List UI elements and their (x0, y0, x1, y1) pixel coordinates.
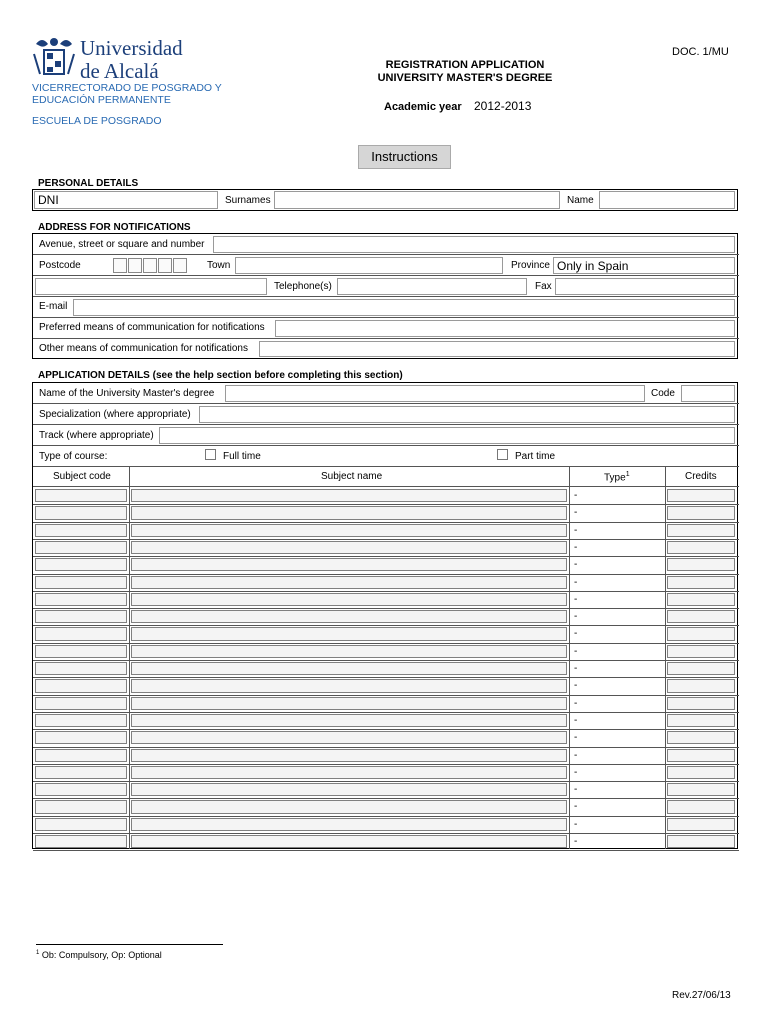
type-dash[interactable]: - (574, 524, 578, 536)
credits-cell[interactable] (667, 558, 735, 571)
doc-number: DOC. 1/MU (672, 46, 729, 58)
credits-cell[interactable] (667, 766, 735, 779)
type-of-course-label: Type of course: (39, 451, 108, 462)
row-divider (33, 539, 739, 540)
row-divider (33, 798, 739, 799)
type-dash[interactable]: - (574, 628, 578, 640)
other-communication-field[interactable] (259, 341, 735, 357)
academic-year-value[interactable]: 2012-2013 (474, 99, 532, 113)
row-divider (33, 522, 739, 523)
type-dash[interactable]: - (574, 714, 578, 726)
footnote: $^1$ Ob: Compulsory, Op: Optional (36, 950, 162, 960)
type-dash[interactable]: - (574, 749, 578, 761)
subject-name-cell[interactable] (131, 749, 567, 762)
type-dash[interactable]: - (574, 766, 578, 778)
province-field[interactable]: Only in Spain (553, 257, 735, 274)
subject-name-cell[interactable] (131, 541, 567, 554)
subject-code-cell[interactable] (35, 576, 127, 589)
credits-cell[interactable] (667, 524, 735, 537)
subject-name-cell[interactable] (131, 818, 567, 831)
credits-cell[interactable] (667, 749, 735, 762)
subject-name-cell[interactable] (131, 835, 567, 848)
subject-name-cell[interactable] (131, 766, 567, 779)
subject-code-cell[interactable] (35, 610, 127, 623)
type-dash[interactable]: - (574, 697, 578, 709)
subject-code-cell[interactable] (35, 558, 127, 571)
row-divider (33, 574, 739, 575)
credits-cell[interactable] (667, 714, 735, 727)
country-field[interactable] (35, 278, 267, 295)
credits-cell[interactable] (667, 610, 735, 623)
type-dash[interactable]: - (574, 645, 578, 657)
type-dash[interactable]: - (574, 663, 578, 674)
subject-code-cell[interactable] (35, 541, 127, 554)
postcode-label: Postcode (39, 260, 81, 271)
subject-name-cell[interactable] (131, 524, 567, 537)
subject-name-cell[interactable] (131, 558, 567, 571)
specialization-label: Specialization (where appropriate) (39, 409, 191, 420)
subject-name-cell[interactable] (131, 576, 567, 589)
address-box (32, 233, 738, 359)
track-field[interactable] (159, 427, 735, 444)
subject-name-cell[interactable] (131, 697, 567, 710)
subject-name-header: Subject name (321, 471, 383, 482)
subject-code-cell[interactable] (35, 731, 127, 744)
telephone-field[interactable] (337, 278, 527, 295)
degree-field[interactable] (225, 385, 645, 402)
degree-label: Name of the University Master's degree (39, 388, 215, 399)
type-dash[interactable]: - (574, 541, 578, 553)
town-label: Town (207, 260, 231, 271)
academic-year-label: Academic year (384, 101, 462, 113)
row-divider (33, 816, 739, 817)
province-label: Province (511, 260, 550, 271)
preferred-communication-field[interactable] (275, 320, 735, 337)
type-dash[interactable]: - (574, 836, 578, 847)
credits-cell[interactable] (667, 679, 735, 692)
crest-icon (30, 34, 78, 82)
credits-header: Credits (685, 471, 717, 482)
part-time-label: Part time (515, 451, 556, 462)
type-dash[interactable]: - (574, 576, 578, 588)
credits-cell[interactable] (667, 541, 735, 554)
row-divider (33, 833, 739, 834)
code-field[interactable] (681, 385, 735, 402)
street-label: Avenue, street or square and number (39, 239, 205, 250)
subject-name-cell[interactable] (131, 662, 567, 675)
other-communication-label: Other means of communication for notifications (39, 343, 248, 354)
subject-name-cell[interactable] (131, 610, 567, 623)
dni-field[interactable]: DNI (34, 191, 218, 209)
application-heading: APPLICATION DETAILS (see the help section before completing this section) (38, 370, 403, 381)
email-label: E-mail (39, 301, 68, 312)
row-divider (33, 608, 739, 609)
subject-name-cell[interactable] (131, 627, 567, 640)
type-header: Type$^1$ (604, 471, 630, 484)
type-dash[interactable]: - (574, 818, 578, 830)
subject-name-cell[interactable] (131, 800, 567, 813)
row-divider (33, 625, 739, 626)
part-time-checkbox[interactable] (497, 449, 508, 460)
telephone-label: Telephone(s) (274, 281, 332, 292)
credits-cell[interactable] (667, 662, 735, 675)
subject-code-cell[interactable] (35, 506, 127, 519)
personal-details-heading: PERSONAL DETAILS (38, 178, 139, 189)
town-field[interactable] (235, 257, 503, 274)
credits-cell[interactable] (667, 783, 735, 796)
subject-code-cell[interactable] (35, 662, 127, 675)
name-label: Name (567, 195, 594, 206)
specialization-field[interactable] (199, 406, 735, 423)
preferred-communication-label: Preferred means of communication for notifications (39, 322, 265, 333)
row-divider (33, 695, 739, 696)
subject-name-cell[interactable] (131, 593, 567, 606)
subject-name-cell[interactable] (131, 645, 567, 658)
row-divider (33, 850, 739, 851)
subject-code-cell[interactable] (35, 489, 127, 502)
row-divider (33, 781, 739, 782)
form-title-line2: UNIVERSITY MASTER'S DEGREE (377, 72, 553, 84)
type-dash[interactable]: - (574, 490, 578, 501)
subject-name-cell[interactable] (131, 731, 567, 744)
personal-details-box (32, 189, 738, 211)
credits-cell[interactable] (667, 645, 735, 658)
form-title-line1: REGISTRATION APPLICATION (385, 59, 545, 71)
fax-label: Fax (535, 281, 552, 292)
type-dash[interactable]: - (574, 732, 578, 744)
street-field[interactable] (213, 236, 735, 253)
code-label: Code (651, 388, 675, 399)
type-dash[interactable]: - (574, 611, 578, 623)
full-time-checkbox[interactable] (205, 449, 216, 460)
fax-field[interactable] (555, 278, 735, 295)
row-divider (33, 747, 739, 748)
instructions-button[interactable]: Instructions (358, 145, 451, 169)
subject-name-cell[interactable] (131, 783, 567, 796)
subject-code-cell[interactable] (35, 766, 127, 779)
row-divider (33, 504, 739, 505)
subject-code-cell[interactable] (35, 818, 127, 831)
school-name: ESCUELA DE POSGRADO (32, 115, 162, 127)
row-divider (33, 556, 739, 557)
subject-code-cell[interactable] (35, 783, 127, 796)
type-dash[interactable]: - (574, 593, 578, 605)
row-divider (33, 660, 739, 661)
credits-cell[interactable] (667, 818, 735, 831)
credits-cell[interactable] (667, 800, 735, 813)
credits-cell[interactable] (667, 506, 735, 519)
row-divider (33, 677, 739, 678)
subject-code-cell[interactable] (35, 627, 127, 640)
name-field[interactable] (599, 191, 735, 209)
subject-name-cell[interactable] (131, 679, 567, 692)
type-dash[interactable]: - (574, 680, 578, 692)
subject-code-cell[interactable] (35, 749, 127, 762)
surnames-field[interactable] (274, 191, 560, 209)
credits-cell[interactable] (667, 731, 735, 744)
row-divider (33, 643, 739, 644)
subject-code-cell[interactable] (35, 800, 127, 813)
vice-rectorate-line2: EDUCACIÓN PERMANENTE (32, 94, 171, 106)
logo-line1: Universidad (80, 36, 183, 60)
subject-code-cell[interactable] (35, 593, 127, 606)
type-dash[interactable]: - (574, 559, 578, 571)
type-dash[interactable]: - (574, 784, 578, 796)
subject-code-cell[interactable] (35, 679, 127, 692)
full-time-label: Full time (223, 451, 261, 462)
row-divider (33, 764, 739, 765)
track-label: Track (where appropriate) (39, 430, 154, 441)
subject-code-cell[interactable] (35, 697, 127, 710)
type-dash[interactable]: - (574, 507, 578, 519)
credits-cell[interactable] (667, 627, 735, 640)
vice-rectorate-line1: VICERRECTORADO DE POSGRADO Y (32, 82, 222, 94)
credits-cell[interactable] (667, 576, 735, 589)
row-divider (33, 591, 739, 592)
credits-cell[interactable] (667, 593, 735, 606)
application-box (32, 382, 738, 849)
subject-name-cell[interactable] (131, 506, 567, 519)
revision-label: Rev.27/06/13 (672, 990, 731, 1001)
credits-cell[interactable] (667, 697, 735, 710)
row-divider (33, 712, 739, 713)
subject-code-header: Subject code (53, 471, 111, 482)
subject-code-cell[interactable] (35, 645, 127, 658)
credits-cell[interactable] (667, 835, 735, 848)
subject-code-cell[interactable] (35, 714, 127, 727)
logo-line2: de Alcalá (80, 59, 159, 83)
subject-code-cell[interactable] (35, 835, 127, 848)
surnames-label: Surnames (225, 195, 271, 206)
row-divider (33, 729, 739, 730)
address-heading: ADDRESS FOR NOTIFICATIONS (38, 222, 191, 233)
email-field[interactable] (73, 299, 735, 316)
subject-code-cell[interactable] (35, 524, 127, 537)
subject-name-cell[interactable] (131, 489, 567, 502)
type-dash[interactable]: - (574, 801, 578, 813)
subject-name-cell[interactable] (131, 714, 567, 727)
credits-cell[interactable] (667, 489, 735, 502)
